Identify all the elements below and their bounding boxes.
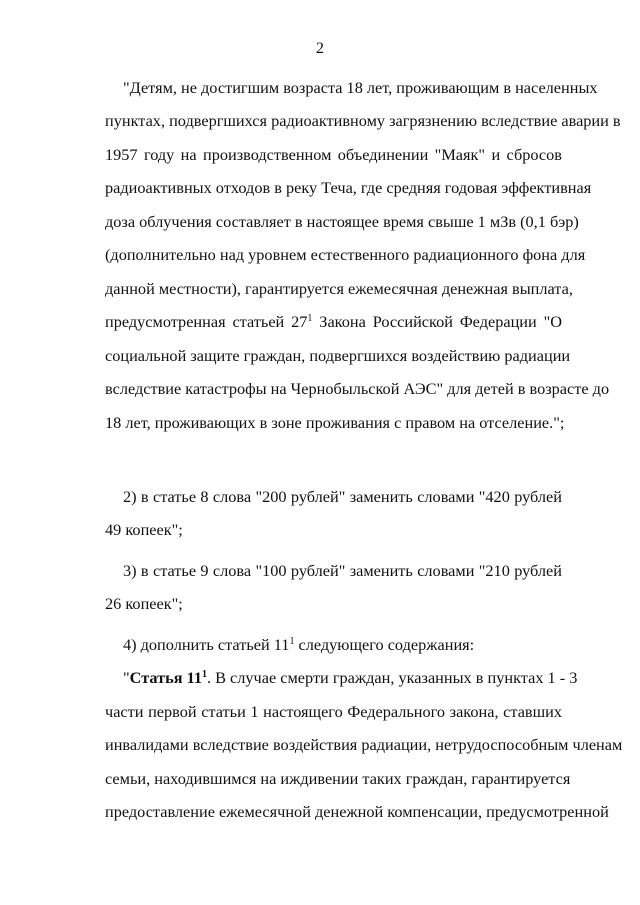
superscript: 1 — [201, 669, 207, 680]
text-line: доза облучения составляет в настоящее время свыше 1 мЗв (0,1 бэр) — [105, 212, 579, 231]
text-line: (дополнительно над уровнем естественного радиационного фона для — [105, 245, 586, 264]
text-line: 26 копеек"; — [105, 594, 183, 613]
text-line: 18 лет, проживающих в зоне проживания с правом на отселение."; — [105, 413, 565, 432]
article-title: Статья 11 — [129, 668, 202, 687]
text-segment: предусмотренная статьей 27 — [105, 312, 308, 331]
text-line: предоставление ежемесячной денежной компенсации, предусмотренной — [105, 802, 609, 821]
text-line: социальной защите граждан, подвергшихся воздействию радиации — [105, 346, 571, 365]
text-line: 49 копеек"; — [105, 520, 183, 539]
text-line: радиоактивных отходов в реку Теча, где средняя годовая эффективная — [105, 178, 592, 197]
text-line — [105, 312, 562, 332]
text-line: 2) в статье 8 слова "200 рублей" заменить словами "420 рублей — [123, 487, 562, 506]
text-line: 1957 году на производственном объединении "Маяк" и сбросов — [105, 145, 562, 164]
text-line — [123, 635, 562, 655]
text-line: пунктах, подвергшихся радиоактивному загрязнению вследствие аварии в — [105, 111, 621, 130]
text-line: вследствие катастрофы на Чернобыльской АЭС" для детей в возрасте до — [105, 379, 610, 398]
superscript: 1 — [307, 313, 313, 324]
text-line: семьи, находившимся на иждивении таких граждан, гарантируется — [105, 769, 571, 788]
text-line: "Детям, не достигшим возраста 18 лет, проживающим в населенных — [123, 78, 598, 97]
text-segment: . В случае смерти граждан, указанных в пунктах 1 - 3 — [206, 668, 578, 687]
text-line: части первой статьи 1 настоящего Федерального закона, ставших — [105, 702, 562, 721]
text-segment: следующего содержания: — [294, 635, 475, 654]
superscript: 1 — [289, 636, 295, 647]
text-segment: " — [123, 668, 130, 687]
page-number: 2 — [315, 38, 325, 57]
text-segment: 4) дополнить статьей 11 — [123, 635, 290, 654]
article-heading-line — [123, 668, 578, 688]
text-segment: Закона Российской Федерации "О — [312, 312, 562, 331]
text-line: 3) в статье 9 слова "100 рублей" заменить словами "210 рублей — [123, 561, 562, 580]
text-line: инвалидами вследствие воздействия радиации, нетрудоспособным членам — [105, 735, 623, 754]
text-line: данной местности), гарантируется ежемесячная денежная выплата, — [105, 279, 573, 298]
